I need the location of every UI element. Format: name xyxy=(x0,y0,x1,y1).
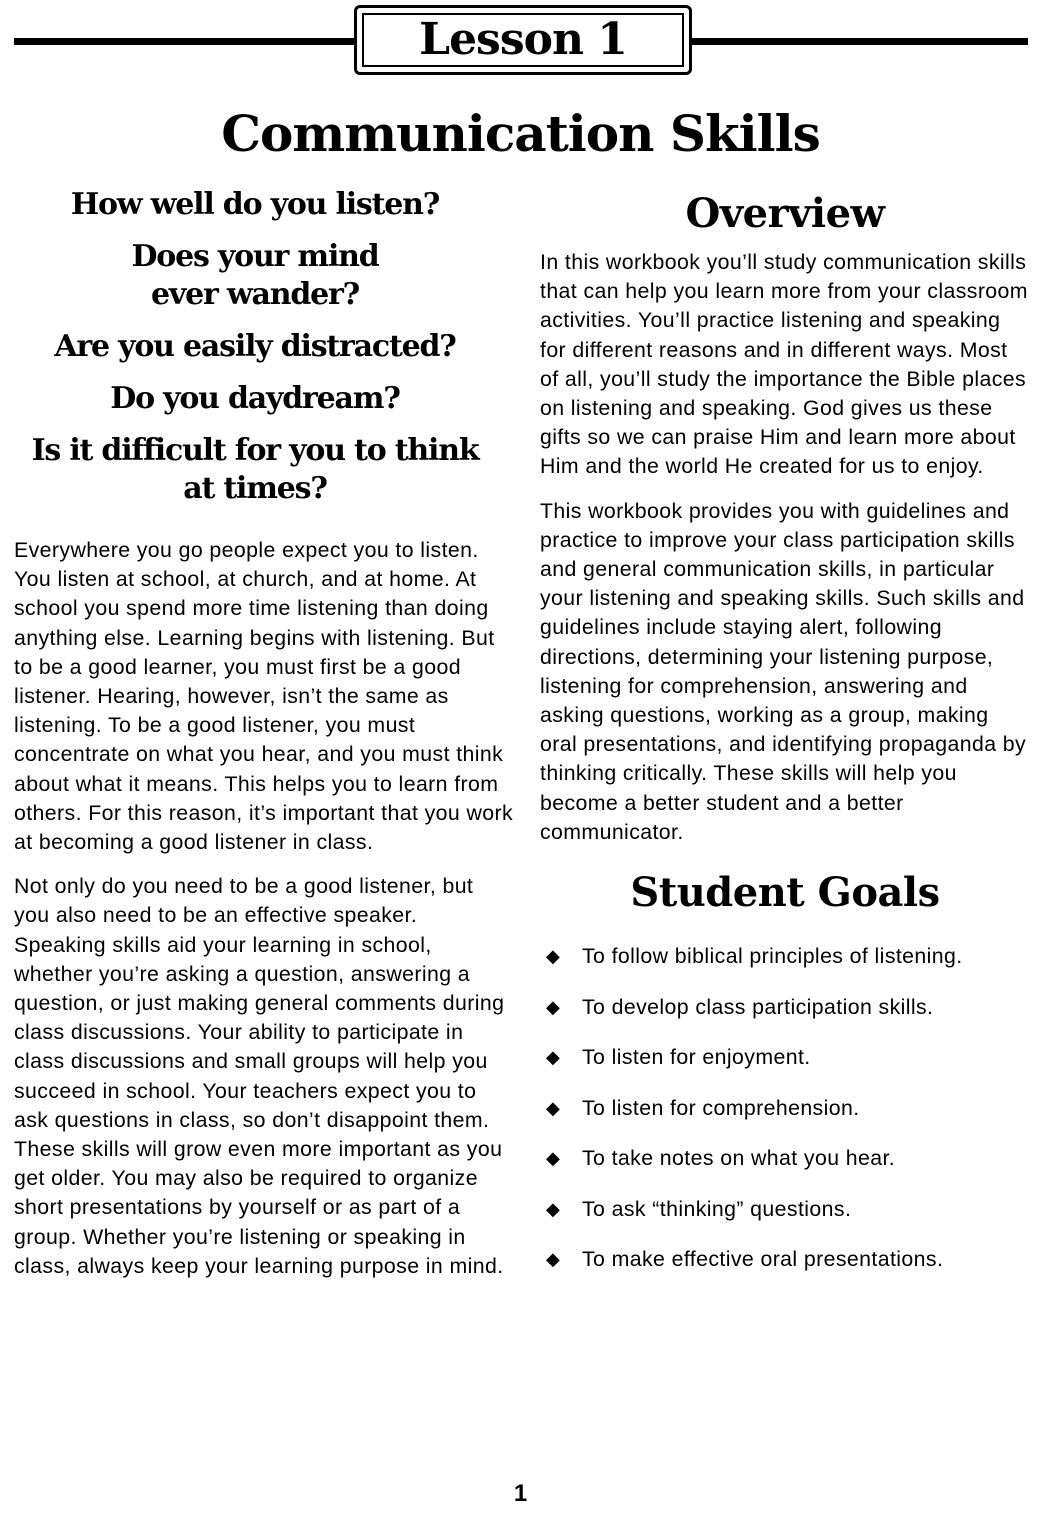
goal-text: To ask “thinking” questions. xyxy=(582,1196,852,1221)
lesson-label-box xyxy=(354,5,692,75)
goal-text: To follow biblical principles of listening. xyxy=(582,944,963,969)
page-number: 1 xyxy=(513,1480,528,1507)
intro-questions xyxy=(14,186,496,522)
diamond-bullet-icon: ◆ xyxy=(546,1249,561,1271)
header-rule-right xyxy=(690,38,1028,45)
left-paragraph-2: Not only do you need to be a good listener, but you also need to be an effective speaker. Speaking skills aid your learning in school, whether you’re asking a question, answering a question, or just making general comments during class discussions. Your ability to participate in class discussions and small groups will help you succeed in school. Your teachers expect you to ask questions in class, so don’t disappoint them. These skills will grow even more important as you get older. You may also be required to organize short presentations by yourself or as part of a group. Whether you’re listening or speaking in class, always keep your learning purpose in mind. xyxy=(14,874,505,1278)
lesson-label: Lesson 1 xyxy=(419,14,627,65)
diamond-bullet-icon: ◆ xyxy=(546,996,561,1018)
diamond-bullet-icon: ◆ xyxy=(546,1097,561,1119)
question-1: How well do you listen? xyxy=(70,187,440,222)
goal-item xyxy=(540,1194,1030,1225)
goal-item xyxy=(540,992,1030,1023)
right-column xyxy=(540,188,1030,1295)
left-column-body xyxy=(14,536,514,1296)
goal-item xyxy=(540,1244,1030,1275)
goal-text: To make effective oral presentations. xyxy=(582,1247,944,1272)
question-2: Does your mind ever wander? xyxy=(131,239,379,312)
lesson-label-inner-frame xyxy=(362,13,684,67)
goal-text: To listen for comprehension. xyxy=(582,1095,860,1120)
goal-text: To listen for enjoyment. xyxy=(582,1045,811,1070)
student-goals-list xyxy=(540,941,1030,1275)
goal-item xyxy=(540,941,1030,972)
overview-paragraph-1: In this workbook you’ll study communication skills that can help you learn more from your classroom activities. You’ll practice listening and speaking for different reasons and in different ways. Most of all, you’ll study the importance the Bible places on listening and speaking. God gives us these gifts so we can praise Him and learn more about Him and the world He created for us to enjoy. xyxy=(540,250,1028,479)
page-title: Communication Skills xyxy=(221,104,820,163)
question-4: Do you daydream? xyxy=(110,381,400,416)
question-5: Is it difficult for you to think at times? xyxy=(31,433,479,506)
diamond-bullet-icon: ◆ xyxy=(546,946,561,968)
goal-text: To take notes on what you hear. xyxy=(582,1146,896,1171)
overview-heading: Overview xyxy=(685,190,885,237)
diamond-bullet-icon: ◆ xyxy=(546,1198,561,1220)
left-paragraph-1: Everywhere you go people expect you to listen. You listen at school, at church, and at home. At school you spend more time listening than doing anything else. Learning begins with listening. But to be a good learner, you must first be a good listener. Hearing, however, isn’t the same as listening. To be a good listener, you must concentrate on what you hear, and you must think about what it means. This helps you to learn from others. For this reason, it’s important that you work at becoming a good listener in class. xyxy=(14,538,514,855)
question-3: Are you easily distracted? xyxy=(54,329,456,364)
goal-item xyxy=(540,1143,1030,1174)
overview-paragraph-2: This workbook provides you with guidelines and practice to improve your class participation skills and general communication skills, in particular your listening and speaking skills. Such skills and guidelines include staying alert, following directions, determining your listening purpose, listening for comprehension, answering and asking questions, working as a group, making oral presentations, and identifying propaganda by thinking critically. These skills will help you become a better student and a better communicator. xyxy=(540,498,1027,844)
diamond-bullet-icon: ◆ xyxy=(546,1148,561,1170)
goal-text: To develop class participation skills. xyxy=(582,994,934,1019)
header-rule-left xyxy=(14,38,356,45)
goal-item xyxy=(540,1042,1030,1073)
diamond-bullet-icon: ◆ xyxy=(546,1047,561,1069)
goal-item xyxy=(540,1093,1030,1124)
student-goals-heading: Student Goals xyxy=(630,869,940,917)
